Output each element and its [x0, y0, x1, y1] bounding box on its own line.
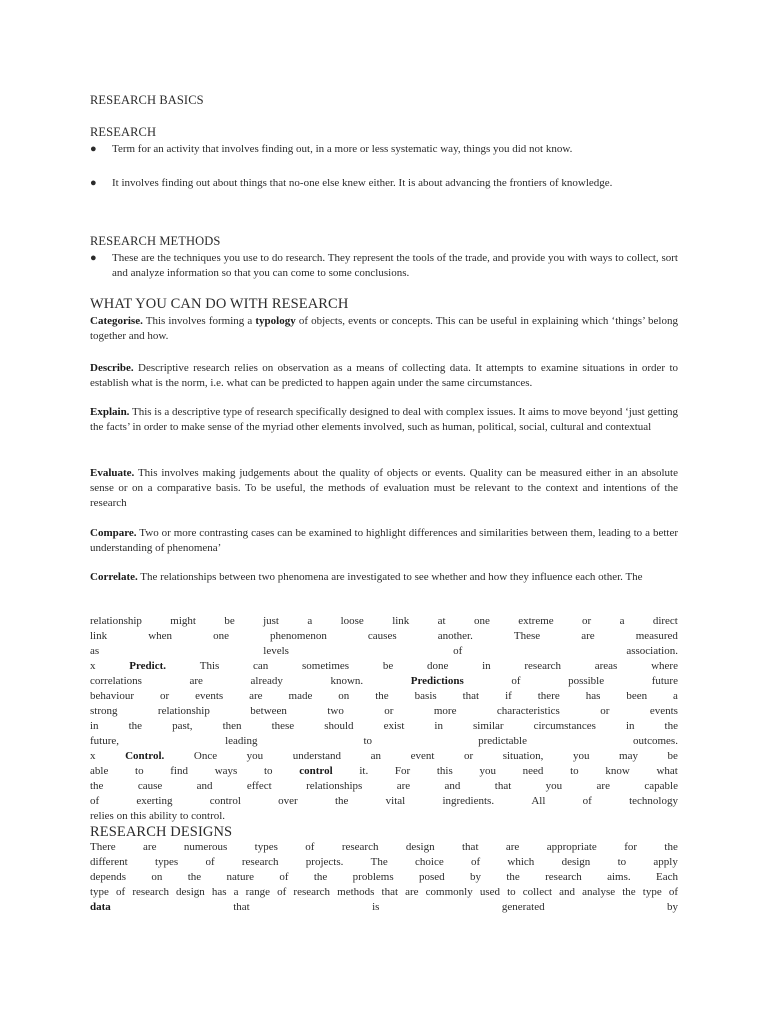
word: ingredients.: [442, 795, 495, 807]
word: understand: [292, 750, 342, 762]
word: For: [394, 765, 411, 777]
word: that: [494, 780, 512, 792]
word: a: [673, 690, 678, 702]
word: correlations: [90, 675, 142, 687]
word: used: [479, 886, 500, 898]
word: the: [313, 871, 328, 883]
word: where: [651, 660, 678, 672]
word: are: [396, 780, 411, 792]
word: event: [410, 750, 435, 762]
word: Each: [655, 871, 678, 883]
word: The: [370, 856, 388, 868]
word: might: [170, 615, 196, 627]
word: the: [128, 720, 143, 732]
term-explain: Explain.: [90, 406, 130, 418]
correlate-text: The relationships between two phenomena are investigated to see whether and how they influence each other. The: [137, 571, 643, 583]
word: are: [189, 675, 203, 687]
word: there: [537, 690, 560, 702]
word: if: [505, 690, 512, 702]
word: these: [271, 720, 295, 732]
word: of: [470, 856, 481, 868]
text-line: [90, 704, 678, 719]
research-bullet-1: [90, 142, 678, 157]
word: x: [90, 750, 96, 762]
word: basis: [414, 690, 437, 702]
word: to: [363, 735, 373, 747]
text-line: [90, 689, 678, 704]
word: a: [307, 615, 313, 627]
word: circumstances: [533, 720, 596, 732]
word: be: [667, 750, 678, 762]
word: this: [436, 765, 453, 777]
word: design: [405, 841, 435, 853]
term-evaluate: Evaluate.: [90, 467, 135, 479]
text-line: [90, 614, 678, 629]
word: of: [90, 795, 100, 807]
word: situation,: [502, 750, 544, 762]
word: over: [278, 795, 298, 807]
word: Control.: [125, 750, 165, 762]
what-you-can-do-heading: WHAT YOU CAN DO WITH RESEARCH: [90, 296, 349, 312]
evaluate-text: This involves making judgements about the quality of objects or events. Quality can be measured either in an absolute sense or on a comparative basis. To be useful, the methods of evaluation must be relevant to the context and intentions of the research: [90, 467, 678, 509]
text-line: [90, 855, 678, 870]
word: in: [434, 720, 443, 732]
word: future,: [90, 735, 120, 747]
word: find: [170, 765, 188, 777]
word: on: [338, 690, 350, 702]
word: of: [279, 871, 289, 883]
word: that: [381, 886, 399, 898]
word: ways: [214, 765, 238, 777]
word: link: [90, 630, 108, 642]
text-line: [90, 885, 678, 900]
word: on: [151, 871, 163, 883]
word: aims.: [607, 871, 631, 883]
term-describe: Describe.: [90, 362, 134, 374]
word: an: [370, 750, 381, 762]
word: posed: [418, 871, 445, 883]
word: effect: [246, 780, 272, 792]
word: by: [667, 901, 678, 913]
compare-paragraph: [90, 526, 678, 556]
word: are: [143, 841, 157, 853]
word: characteristics: [496, 705, 560, 717]
word: cause: [137, 780, 163, 792]
word: when: [148, 630, 173, 642]
word: the: [187, 871, 202, 883]
word: collect: [522, 886, 553, 898]
word: Predict.: [129, 660, 166, 672]
explain-paragraph: [90, 405, 678, 435]
word: possible: [568, 675, 605, 687]
text-line: [90, 644, 678, 659]
word: of: [205, 856, 215, 868]
word: leading: [225, 735, 258, 747]
word: commonly: [425, 886, 473, 898]
term-compare: Compare.: [90, 527, 137, 539]
word: the: [664, 720, 678, 732]
methods-heading: RESEARCH METHODS: [90, 234, 221, 248]
term-correlate: Correlate.: [90, 571, 138, 583]
word: or: [463, 750, 474, 762]
word: one: [213, 630, 229, 642]
text-line: [90, 659, 678, 674]
word: areas: [594, 660, 618, 672]
word: past,: [172, 720, 193, 732]
word: done: [426, 660, 449, 672]
word: x: [90, 660, 96, 672]
word: methods: [337, 886, 375, 898]
word: are: [405, 886, 419, 898]
word: future: [651, 675, 678, 687]
word: extreme: [518, 615, 554, 627]
word: you: [246, 750, 264, 762]
word: two: [327, 705, 344, 717]
text-line: [90, 794, 678, 809]
word: or: [384, 705, 394, 717]
word: you: [545, 780, 563, 792]
word: able: [90, 765, 109, 777]
word: you: [572, 750, 590, 762]
word: projects.: [305, 856, 344, 868]
word: association.: [626, 645, 678, 657]
word: of: [668, 886, 678, 898]
categorise-text-a: This involves forming a: [142, 315, 256, 327]
word: levels: [263, 645, 289, 657]
word: to: [570, 765, 579, 777]
word: is: [372, 901, 380, 913]
text-line: [90, 629, 678, 644]
word: relationship: [90, 615, 142, 627]
word: of: [511, 675, 521, 687]
word: of: [277, 886, 287, 898]
word: research: [241, 856, 279, 868]
word: of: [582, 795, 592, 807]
word: similar: [473, 720, 504, 732]
term-categorise: Categorise.: [90, 315, 143, 327]
word: behaviour: [90, 690, 134, 702]
word: problems: [352, 871, 394, 883]
text-line: [90, 674, 678, 689]
bullet-text: It involves finding out about things that no-one else knew either. It is about advancing the frontiers of knowledge.: [112, 177, 613, 189]
word: These: [513, 630, 541, 642]
word: that: [462, 841, 479, 853]
word: appropriate: [546, 841, 597, 853]
word: the: [664, 841, 678, 853]
word: events: [649, 705, 678, 717]
word: may: [619, 750, 638, 762]
word: should: [324, 720, 354, 732]
compare-text: Two or more contrasting cases can be examined to highlight differences and similarities between them, leading to a better understanding of phenomena’: [90, 527, 678, 554]
word: the: [334, 795, 349, 807]
word: type: [642, 886, 662, 898]
term-typology: typology: [255, 315, 296, 327]
bullet-text: Term for an activity that involves finding out, in a more or less systematic way, things you did not know.: [112, 143, 573, 155]
correlate-paragraph: [90, 570, 678, 585]
doc-title: RESEARCH BASICS: [90, 93, 204, 107]
text-line: [90, 749, 678, 764]
word: research: [545, 871, 582, 883]
word: the: [90, 780, 104, 792]
word: range: [245, 886, 271, 898]
bullet-dot: ●: [90, 143, 97, 155]
word: the: [622, 886, 636, 898]
text-line: [90, 900, 678, 915]
word: loose: [340, 615, 364, 627]
word: link: [392, 615, 410, 627]
word: design: [176, 886, 205, 898]
bullet-dot: ●: [90, 177, 97, 189]
word: types: [154, 856, 179, 868]
evaluate-paragraph: [90, 466, 678, 511]
word: There: [90, 841, 116, 853]
word: in: [625, 720, 635, 732]
word: research: [132, 886, 169, 898]
word: can: [253, 660, 269, 672]
word: by: [469, 871, 481, 883]
word: in: [90, 720, 99, 732]
word: phenomenon: [270, 630, 327, 642]
text-line: [90, 734, 678, 749]
word: been: [626, 690, 648, 702]
word: exerting: [136, 795, 173, 807]
categorise-text-b: of objects, events or concepts. This can be useful in explaining which ‘things’ belong together and how.: [90, 315, 678, 342]
word: Once: [193, 750, 218, 762]
research-heading: RESEARCH: [90, 125, 157, 139]
word: or: [582, 615, 592, 627]
word: sometimes: [302, 660, 350, 672]
word: known.: [330, 675, 364, 687]
word: nature: [226, 871, 255, 883]
methods-bullet-1: [90, 251, 678, 281]
word: and: [559, 886, 576, 898]
word: need: [522, 765, 544, 777]
word: and: [196, 780, 213, 792]
word: analyse: [582, 886, 616, 898]
word: are: [249, 690, 263, 702]
word: vital: [385, 795, 406, 807]
word: between: [250, 705, 287, 717]
word: to: [263, 765, 273, 777]
word: or: [600, 705, 610, 717]
word: then: [222, 720, 242, 732]
word: control: [299, 765, 333, 777]
word: measured: [635, 630, 678, 642]
word: are: [581, 630, 595, 642]
word: research: [524, 660, 562, 672]
word: the: [506, 871, 520, 883]
bullet-dot: ●: [90, 252, 97, 264]
word: design: [561, 856, 591, 868]
describe-text: Descriptive research relies on observation as a means of collecting data. It attempts to examine situations in order to establish what is the norm, i.e. what can be predicted to happen again under the same circumstances.: [90, 362, 678, 389]
word: type: [90, 886, 109, 898]
word: to: [135, 765, 144, 777]
word: of: [305, 841, 315, 853]
word: made: [288, 690, 313, 702]
word: capable: [644, 780, 678, 792]
word: types: [254, 841, 278, 853]
word: exist: [383, 720, 405, 732]
text-line: [90, 779, 678, 794]
word: one: [473, 615, 490, 627]
word: events: [195, 690, 224, 702]
word: strong: [90, 705, 118, 717]
word: of: [116, 886, 126, 898]
word: relationships: [306, 780, 363, 792]
word: of: [453, 645, 463, 657]
word: be: [382, 660, 394, 672]
word: that: [233, 901, 250, 913]
word: All: [531, 795, 546, 807]
word: relationship: [157, 705, 210, 717]
word: it.: [359, 765, 369, 777]
word: a: [619, 615, 625, 627]
research-bullet-2: [90, 176, 678, 191]
word: know: [605, 765, 630, 777]
word: the: [375, 690, 389, 702]
categorise-paragraph: [90, 314, 678, 344]
word: or: [159, 690, 170, 702]
word: are: [596, 780, 610, 792]
word: and: [444, 780, 461, 792]
designs-heading: RESEARCH DESIGNS: [90, 824, 233, 840]
word: research: [341, 841, 379, 853]
word: depends: [90, 871, 127, 883]
word: another.: [437, 630, 473, 642]
word: at: [437, 615, 446, 627]
word: what: [656, 765, 678, 777]
word: a: [233, 886, 239, 898]
word: be: [224, 615, 235, 627]
word: outcomes.: [633, 735, 678, 747]
word: are: [505, 841, 520, 853]
word: to: [507, 886, 516, 898]
word: predictable: [478, 735, 527, 747]
text-line: [90, 870, 678, 885]
word: has: [585, 690, 601, 702]
word: Predictions: [410, 675, 464, 687]
word: choice: [415, 856, 444, 868]
block-last-line: relies on this ability to control.: [90, 810, 226, 822]
word: as: [90, 645, 100, 657]
word: just: [263, 615, 279, 627]
word: in: [482, 660, 491, 672]
word: numerous: [183, 841, 228, 853]
word: direct: [652, 615, 678, 627]
word: different: [90, 856, 128, 868]
word: causes: [367, 630, 397, 642]
word: that: [462, 690, 480, 702]
word: technology: [629, 795, 678, 807]
word: more: [433, 705, 457, 717]
word: apply: [653, 856, 678, 868]
word: already: [250, 675, 283, 687]
word: you: [479, 765, 496, 777]
word: This: [199, 660, 220, 672]
word: data: [90, 901, 111, 913]
word: has: [211, 886, 227, 898]
word: which: [507, 856, 535, 868]
explain-text: This is a descriptive type of research specifically designed to deal with complex issues. It aims to move beyond ‘just getting the facts’ in order to make sense of the myriad other elements involved, such as human, political, social, cultural and contextual: [90, 406, 678, 433]
word: to: [617, 856, 627, 868]
text-line: [90, 764, 678, 779]
word: generated: [501, 901, 545, 913]
word: control: [209, 795, 241, 807]
word: for: [624, 841, 638, 853]
text-line: [90, 719, 678, 734]
word: research: [293, 886, 331, 898]
text-line: [90, 840, 678, 855]
bullet-text: These are the techniques you use to do research. They represent the tools of the trade, and provide you with ways to collect, sort and analyze information so that you can come to some conclusions.: [112, 252, 678, 279]
describe-paragraph: [90, 361, 678, 391]
